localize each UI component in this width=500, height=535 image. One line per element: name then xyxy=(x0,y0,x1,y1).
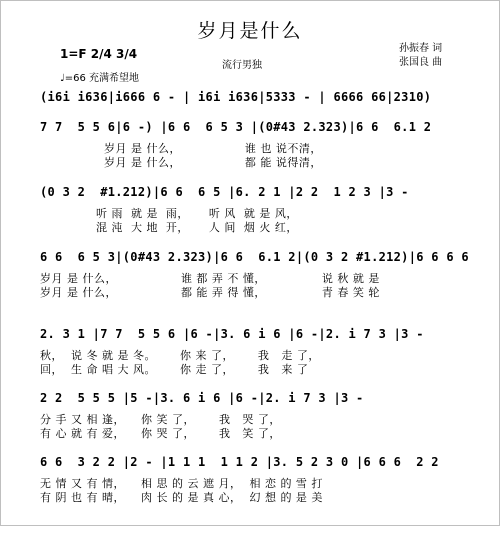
lyrics-verse-1: 岁月 是 什么， 谁 都 弄 不 懂， 说 秋 就 是 xyxy=(40,272,380,285)
notation-row: 2. 3 1 |7 7 5 5 6 |6 -|3. 6 i 6 |6 -|2. i 7 3 |3 - xyxy=(40,327,424,341)
notation-row: (0 3 2 #1.212)|6 6 6 5 |6. 2 1 |2 2 1 2 3 |3 - xyxy=(40,185,409,199)
notation-row: (i6i i636|i666 6 - | i6i i636|5333 - | 6666 66|2310) xyxy=(40,90,432,104)
composer-credit: 张国良 曲 xyxy=(399,57,443,68)
score-line-4 xyxy=(0,250,500,330)
lyrics-verse-1: 秋， 说 冬 就 是 冬。 你 来 了， 我 走 了， xyxy=(40,349,320,362)
lyrics-verse-1: 听 雨 就 是 雨， 听 风 就 是 风， xyxy=(40,207,298,220)
notation-row: 2 2 5 5 5 |5 -|3. 6 i 6 |6 -|2. i 7 3 |3 - xyxy=(40,391,364,405)
notation-row: 6 6 3 2 2 |2 - |1 1 1 1 1 2 |3. 5 2 3 0 |6 6 6 2 2 xyxy=(40,455,439,469)
lyrics-verse-2: 岁月 是 什么， 都 能 说得清， xyxy=(40,156,322,169)
lyrics-verse-2: 有 心 就 有 爱， 你 哭 了， 我 笑 了， xyxy=(40,427,281,440)
song-title: 岁月是什么 xyxy=(197,20,303,42)
lyrics-verse-2: 有 阴 也 有 晴， 肉 长 的 是 真 心， 幻 想 的 是 美 xyxy=(40,491,323,504)
lyrics-verse-2: 混 沌 大 地 开， 人 间 烟 火 红， xyxy=(40,221,298,234)
score-line-7 xyxy=(0,455,500,535)
lyrics-verse-2: 岁月 是 什么， 都 能 弄 得 懂， 青 春 笑 轮 xyxy=(40,286,380,299)
lyrics-verse-2: 回， 生 命 唱 大 风。 你 走 了， 我 来 了 xyxy=(40,363,309,376)
key-signature: 1=F 2/4 3/4 xyxy=(60,47,138,61)
tempo-marking: ♩=66 充满希望地 xyxy=(60,73,139,84)
notation-row: 7 7 5 5 6|6 -) |6 6 6 5 3 |(0#43 2.323)|6 6 6.1 2 xyxy=(40,120,432,134)
lyrics-verse-1: 岁月 是 什么， 谁 也 说不清， xyxy=(40,142,322,155)
notation-row: 6 6 6 5 3|(0#43 2.323)|6 6 6.1 2|(0 3 2 #1.212)|6 6 6 6 xyxy=(40,250,469,264)
lyrics-verse-1: 分 手 又 相 逢， 你 笑 了， 我 哭 了， xyxy=(40,413,281,426)
performance-style: 流行男独 xyxy=(222,60,262,71)
lyricist-credit: 孙振春 词 xyxy=(399,43,443,54)
lyrics-verse-1: 无 情 又 有 情， 相 思 的 云 遮 月， 相 恋 的 雪 打 xyxy=(40,477,323,490)
